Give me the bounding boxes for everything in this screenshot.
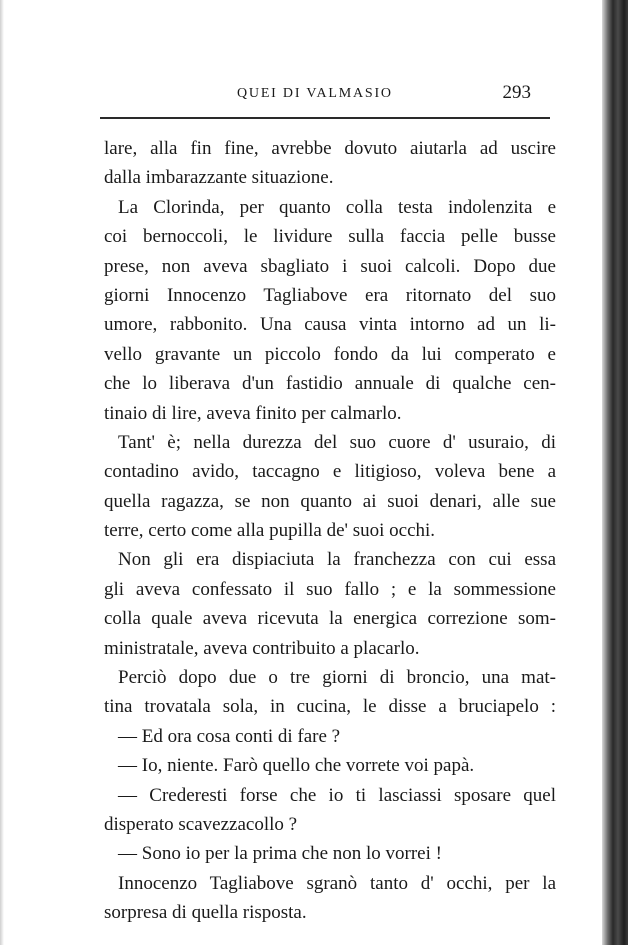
text-line: Perciò dopo due o tre giorni di broncio, una mat- [118,667,556,689]
text-line: lare, alla fin fine, avrebbe dovuto aiutarla ad uscire [104,138,556,159]
text-line: sorpresa di quella risposta. [104,902,307,924]
page-left-edge [0,0,4,945]
page-number: 293 [502,82,531,103]
text-line: vello gravante un piccolo fondo da lui comperato e [104,343,556,365]
text-line: che lo liberava d'un fastidio annuale di qualche cen- [104,373,556,395]
text-line: umore, rabbonito. Una causa vinta intorno ad un li- [104,314,556,336]
text-line: terre, certo come alla pupilla de' suoi occhi. [104,520,436,542]
text-line: prese, non aveva sbagliato i suoi calcoli. Dopo due [104,255,556,277]
text-line: dalla imbarazzante situazione. [104,167,334,189]
running-title: QUEI DI VALMASIO [237,86,393,101]
book-binding-edge [602,0,628,945]
text-line: gli aveva confessato il suo fallo ; e la sommessione [104,578,556,600]
text-line: La Clorinda, per quanto colla testa indolenzita e [118,196,556,218]
text-line: tinaio di lire, aveva finito per calmarlo. [104,402,402,424]
text-line: — Io, niente. Farò quello che vorrete voi papà. [118,755,475,777]
body-text [104,134,556,928]
text-line: contadino avido, taccagno e litigioso, voleva bene a [104,461,556,483]
page-header [104,82,549,110]
text-line: quella ragazza, se non quanto ai suoi denari, alle sue [104,490,556,512]
text-line: ministratale, aveva contribuito a placarlo. [104,637,420,659]
header-rule [100,117,550,119]
text-line: giorni Innocenzo Tagliabove era ritornato del suo [104,284,556,306]
text-line: Innocenzo Tagliabove sgranò tanto d' occhi, per la [118,872,556,894]
text-line: Tant' è; nella durezza del suo cuore d' usuraio, di [118,431,556,453]
text-line: — Sono io per la prima che non lo vorrei ! [118,843,442,865]
text-line: colla quale aveva ricevuta la energica correzione som- [104,608,556,630]
text-line: — Crederesti forse che io ti lasciassi sposare quel [118,784,556,806]
text-line: coi bernoccoli, le lividure sulla faccia pelle busse [104,226,556,248]
text-line: — Ed ora cosa conti di fare ? [118,725,341,747]
text-line: disperato scavezzacollo ? [104,813,298,835]
text-line: tina trovatala sola, in cucina, le disse a bruciapelo : [104,696,556,718]
text-line: Non gli era dispiaciuta la franchezza con cui essa [118,549,556,571]
